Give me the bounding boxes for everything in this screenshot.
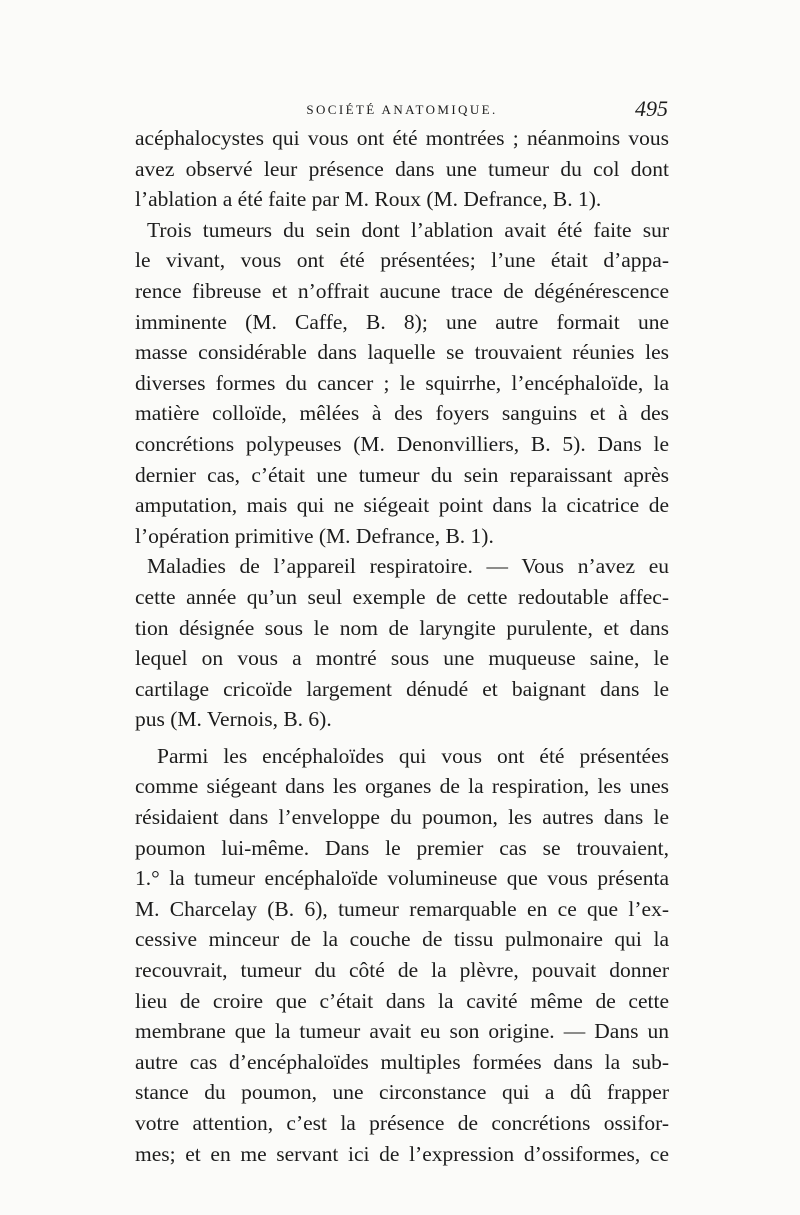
- text-line: Maladies de l’appareil respiratoire. — Vous n’avez eu: [147, 554, 669, 579]
- page-number: 495: [635, 96, 668, 121]
- paragraph-section-heading: [135, 551, 669, 735]
- text-line: l’ablation a été faite par M. Roux (M. Defrance, B. 1).: [135, 187, 602, 212]
- body-text: [135, 123, 669, 1169]
- text-line: comme siégeant dans les organes de la respiration, les unes: [135, 774, 669, 799]
- text-line: recouvrait, tumeur du côté de la plèvre, pouvait donner: [135, 958, 669, 983]
- text-line: mes; et en me servant ici de l’expression d’ossiformes, ce: [135, 1141, 669, 1166]
- paragraph: [135, 123, 669, 215]
- paragraph: [135, 215, 669, 552]
- text-line: pus (M. Vernois, B. 6).: [135, 707, 332, 732]
- text-line: le vivant, vous ont été présentées; l’une était d’appa-: [135, 248, 669, 273]
- page-header: [136, 96, 668, 126]
- text-line: diverses formes du cancer ; le squirrhe, l’encéphaloïde, la: [135, 370, 669, 395]
- text-line: matière colloïde, mêlées à des foyers sanguins et à des: [135, 401, 669, 426]
- text-line: M. Charcelay (B. 6), tumeur remarquable en ce que l’ex-: [135, 896, 669, 921]
- text-line: résidaient dans l’enveloppe du poumon, les autres dans le: [135, 805, 669, 830]
- text-line: l’opération primitive (M. Defrance, B. 1).: [135, 523, 494, 548]
- text-line: 1.° la tumeur encéphaloïde volumineuse que vous présenta: [135, 866, 669, 891]
- paragraph: [135, 741, 669, 1169]
- text-line: stance du poumon, une circonstance qui a dû frapper: [135, 1080, 669, 1105]
- text-line: rence fibreuse et n’offrait aucune trace de dégénérescence: [135, 278, 669, 303]
- text-line: votre attention, c’est la présence de concrétions ossifor-: [135, 1111, 669, 1135]
- text-line: tion désignée sous le nom de laryngite purulente, et dans: [135, 615, 669, 640]
- text-line: masse considérable dans laquelle se trouvaient réunies les: [135, 340, 669, 365]
- text-line: concrétions polypeuses (M. Denonvilliers, B. 5). Dans le: [135, 431, 669, 456]
- text-line: acéphalocystes qui vous ont été montrées ; néanmoins vous: [135, 126, 669, 150]
- running-title: SOCIÉTÉ ANATOMIQUE.: [306, 102, 498, 117]
- text-line: dernier cas, c’était une tumeur du sein reparaissant après: [135, 462, 669, 487]
- text-line: cette année qu’un seul exemple de cette redoutable affec-: [135, 584, 669, 609]
- text-line: imminente (M. Caffe, B. 8); une autre formait une: [135, 309, 669, 334]
- text-line: avez observé leur présence dans une tumeur du col dont: [135, 156, 669, 181]
- text-line: autre cas d’encéphaloïdes multiples formées dans la sub-: [135, 1049, 669, 1074]
- text-line: cessive minceur de la couche de tissu pulmonaire qui la: [135, 927, 669, 952]
- text-line: lieu de croire que c’était dans la cavité même de cette: [135, 988, 669, 1013]
- text-line: amputation, mais qui ne siégeait point dans la cicatrice de: [135, 493, 669, 518]
- text-line: cartilage cricoïde largement dénudé et baignant dans le: [135, 676, 669, 701]
- text-line: membrane que la tumeur avait eu son origine. — Dans un: [135, 1019, 669, 1044]
- text-line: Trois tumeurs du sein dont l’ablation avait été faite sur: [147, 217, 669, 242]
- text-line: lequel on vous a montré sous une muqueuse saine, le: [135, 646, 669, 671]
- text-line: poumon lui-même. Dans le premier cas se trouvaient,: [135, 835, 669, 860]
- text-line: Parmi les encéphaloïdes qui vous ont été présentées: [157, 743, 669, 768]
